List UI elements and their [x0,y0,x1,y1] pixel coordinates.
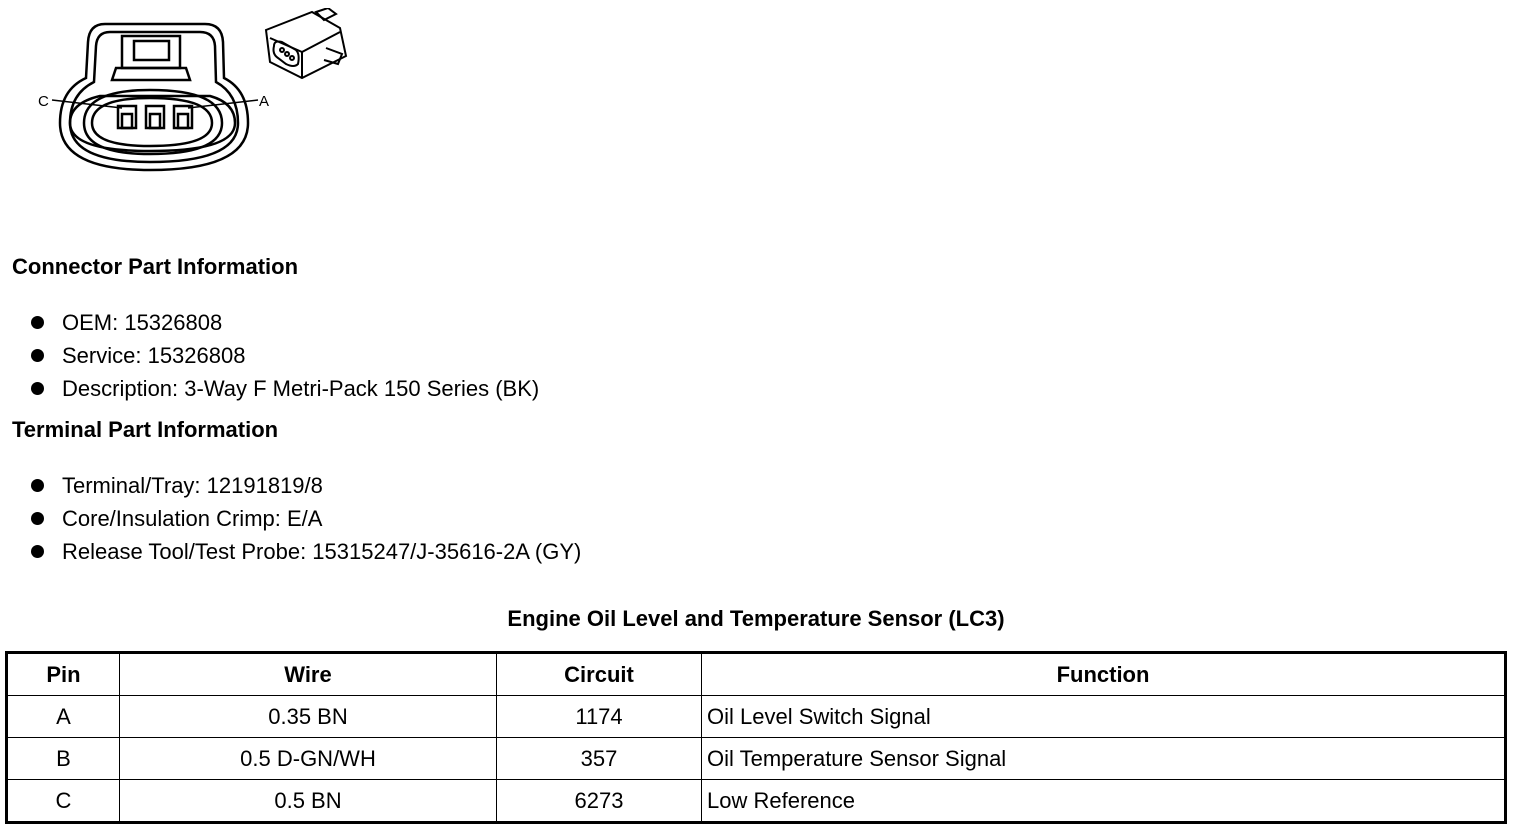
list-item [28,372,539,405]
list-item-text: Terminal/Tray: 12191819/8 [62,473,323,498]
connector-isometric-view [266,8,346,78]
bullet-icon [31,545,44,558]
cavity-label-a: A [259,93,270,110]
function-cell: Low Reference [702,780,1506,823]
column-header-pin: Pin [7,653,120,696]
wire-cell: 0.35 BN [120,696,497,738]
list-item-text: Description: 3-Way F Metri-Pack 150 Series (BK) [62,376,540,401]
list-item-text: Core/Insulation Crimp: E/A [62,506,323,531]
function-cell: Oil Temperature Sensor Signal [702,738,1506,780]
list-item [28,339,539,372]
pin-cell: C [7,780,120,823]
table-row [7,780,1506,823]
column-header-circuit: Circuit [497,653,702,696]
column-header-function: Function [702,653,1506,696]
connector-part-info-list [28,306,539,405]
bullet-icon [31,316,44,329]
wire-cell: 0.5 D-GN/WH [120,738,497,780]
terminal-part-info-list [28,469,581,568]
list-item-text: Release Tool/Test Probe: 15315247/J-35616-2A (GY) [62,539,582,564]
connector-diagram [30,8,370,183]
table-row [7,738,1506,780]
list-item-text: Service: 15326808 [62,343,246,368]
list-item [28,306,539,339]
table-header-row [7,653,1506,696]
table-row [7,696,1506,738]
pin-table-title: Engine Oil Level and Temperature Sensor (LC3) [507,606,1005,631]
list-item [28,535,581,568]
connector-face-view [52,24,258,170]
connector-part-info-heading: Connector Part Information [12,254,299,279]
circuit-cell: 6273 [497,780,702,823]
list-item [28,469,581,502]
pin-cell: B [7,738,120,780]
bullet-icon [31,512,44,525]
pin-table [5,651,1507,824]
list-item [28,502,581,535]
column-header-wire: Wire [120,653,497,696]
circuit-cell: 357 [497,738,702,780]
function-cell: Oil Level Switch Signal [702,696,1506,738]
cavity-label-c: C [38,93,49,110]
bullet-icon [31,382,44,395]
pin-cell: A [7,696,120,738]
circuit-cell: 1174 [497,696,702,738]
wire-cell: 0.5 BN [120,780,497,823]
terminal-part-info-heading: Terminal Part Information [12,417,279,442]
bullet-icon [31,479,44,492]
list-item-text: OEM: 15326808 [62,310,223,335]
bullet-icon [31,349,44,362]
